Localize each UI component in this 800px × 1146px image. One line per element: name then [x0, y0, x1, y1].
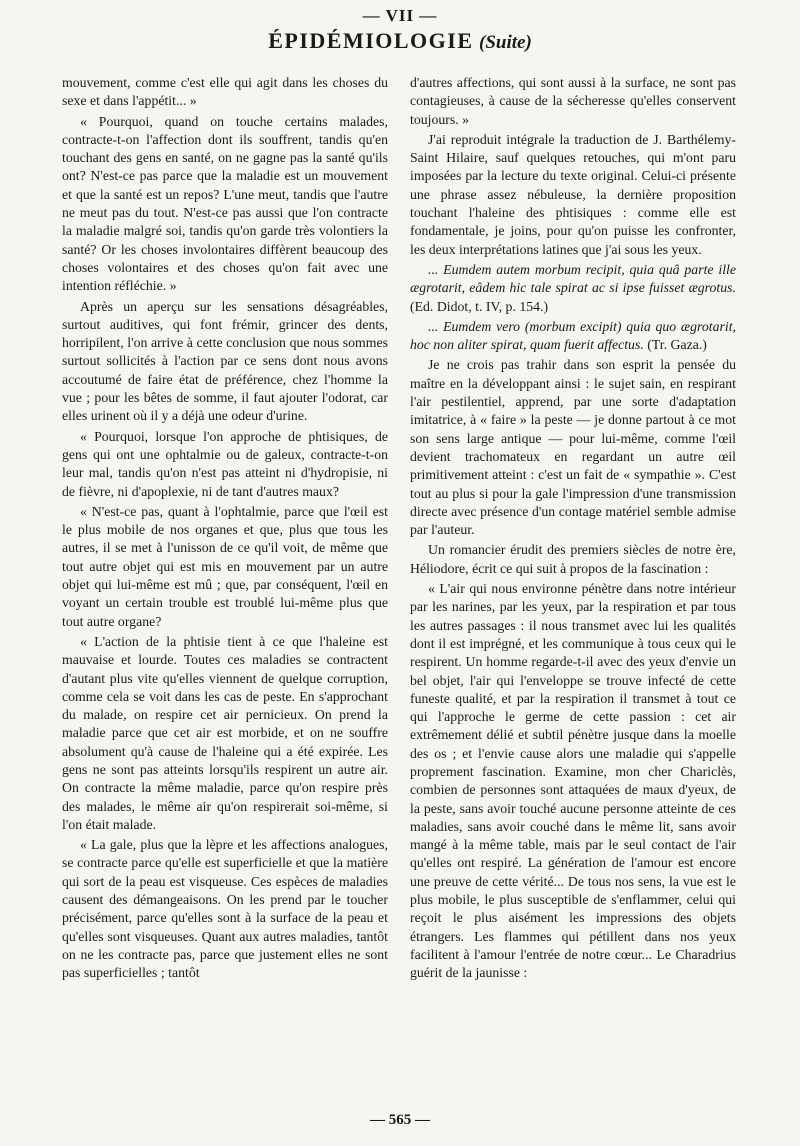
- latin-quotation: [410, 318, 736, 355]
- latin-text: quia quo ægrotarit, hoc non aliter spirat, quam fuerit affectus.: [410, 318, 736, 353]
- section-title: ÉPIDÉMIOLOGIE: [268, 28, 474, 53]
- paragraph: Je ne crois pas trahir dans son esprit la pensée du maître en la développant ainsi : le sujet sain, en respirant l'air pestilentiel, apprend, par une sorte d'adaptation imitatrice, à « faire » la peste — je donne partout à ce mot son sens large antique — pour lui-même, comme l'œil devient trachomateux en regardant un autre œil primitivement atteint : c'est un fait de « sympathie ». C'est tout au plus si pour la gale l'impression d'une transmission directe avec présence d'un contage matériel semble admise par l'auteur.: [410, 357, 736, 538]
- running-title: [0, 28, 800, 56]
- paragraph: « L'action de la phtisie tient à ce que l'haleine est mauvaise et lourde. Toutes ces maladies se contractent d'autant plus vite qu'elles viennent de quelque corruption, comme cela se voit dans les cas de peste. En s'approchant du malade, on respire cet air pernicieux. On prend la maladie parce que cet air est morbide, et on ne souffre absolument qu'à cause de l'haleine qui a été expirée. Les gens ne sont pas atteints lorsqu'ils respirent un autre air. On contracte la même maladie, parce qu'on respire près des malades, le même air qu'on respirerait soi-même, si l'on était malade.: [62, 633, 388, 832]
- paragraph: « Pourquoi, quand on touche certains malades, contracte-t-on l'affection dont ils souffrent, tandis qu'en touchant des gens en santé, on ne gagne pas la santé qu'ils ont? N'est-ce pas parce que la maladie est un mouvement et que la santé est un repos? L'une meut, tandis que l'autre ne meut pas du tout. N'est-ce pas aussi que l'on contracte la maladie malgré soi, tandis qu'on garde très volontiers la santé? Or les choses involontaires diffèrent beaucoup des choses volontaires et des choses qu'on fait avec une intention réfléchie. »: [62, 113, 388, 294]
- paragraph: « La gale, plus que la lèpre et les affections analogues, se contracte parce qu'elle est superficielle et que la matière qui sort de la peau est visqueuse. Ces espèces de maladies causent des démangeaisons. On les prend par le toucher précisément, parce qu'elles sont à la surface de la peau et qu'elles sont visqueuses. Quant aux autres maladies, tantôt on ne les contracte pas, parce que justement elles ne sont pas superficielles ; tantôt: [62, 837, 388, 981]
- roman-folio: — VII —: [362, 6, 438, 25]
- text-columns: [62, 74, 736, 1104]
- right-column: [410, 74, 736, 1104]
- latin-text: (morbum excipit): [520, 318, 627, 334]
- left-column: [62, 74, 388, 1104]
- citation: (Tr. Gaza.): [643, 337, 707, 353]
- paragraph: Un romancier érudit des premiers siècles de notre ère, Héliodore, écrit ce qui suit à propos de la fascination :: [410, 542, 736, 576]
- latin-quotation: [410, 261, 736, 316]
- paragraph: Après un aperçu sur les sensations désagréables, surtout auditives, qui font frémir, grincer des dents, horripilent, l'on arrive à cette conclusion que nous sommes surtout sollicités à l'action par ce sens dont nous avons accoutumé de faire état de préférence, chez l'homme la vue ; pour les bêtes de somme, il faut ajouter l'odorat, car elles urinent où il y a déjà une odeur d'urine.: [62, 298, 388, 424]
- latin-text: ... Eumdem vero: [428, 318, 521, 334]
- paragraph: d'autres affections, qui sont aussi à la surface, ne sont pas contagieuses, à cause de la sécheresse qu'elles conservent toujours. »: [410, 75, 736, 127]
- paragraph: mouvement, comme c'est elle qui agit dans les choses du sexe et dans l'appétit... »: [62, 75, 388, 109]
- paragraph: « L'air qui nous environne pénètre dans notre intérieur par les narines, par les yeux, par la respiration et par tous les autres passages : il nous transmet avec lui les qualités dont il est imprégné, et les communique à tous ceux qui le respirent. Un homme regarde-t-il avec des yeux d'envie un bel objet, l'air qui l'enveloppe se trouve infecté de cette funeste qualité, et par la respiration il transmet à tout ce qui l'approche le germe de cette passion : cet air extrêmement délié et subtil pénètre jusque dans la moelle des os ; et l'envie cause alors une maladie qui s'appelle proprement fascination. Examine, mon cher Chariclès, combien de personnes sont attaquées de maux d'yeux, de la peste, sans avoir touché aucune personne atteinte de ces maladies, sans avoir couché dans le même lit, sans avoir mangé à la même table, mais par le seul contact de l'air qu'elles ont respiré. La génération de l'amour est encore une preuve de cette vérité... De tous nos sens, la vue est le plus mobile, le plus susceptible de s'enflammer, celui qui reçoit le plus aisément les impressions des objets étrangers. Les flammes qui pétillent dans nos yeux facilitent à l'amour l'entrée de notre cœur... Le Charadrius guérit de la jaunisse :: [410, 581, 736, 981]
- latin-text: ... Eumdem autem morbum recipit, quia quâ parte ille ægrotarit, eâdem hic tale spirat ac si ipse fuisset ægrotus.: [410, 261, 736, 296]
- paragraph: « N'est-ce pas, quant à l'ophtalmie, parce que l'œil est le plus mobile de nos organes et que, plus que tous les autres, il se met à l'unisson de ce qu'il voit, de même que tout autre objet qui est mis en mouvement par un autre objet qui lui-même est mû ; que, par conséquent, l'œil en voyant un certain trouble est troublé lui-même plus que tout autre organe?: [62, 503, 388, 629]
- page-number: — 565 —: [370, 1112, 430, 1128]
- paragraph: J'ai reproduit intégrale la traduction de J. Barthélemy-Saint Hilaire, sauf quelques retouches, qui m'ont paru imposées par la lecture du texte original. Celui-ci présente une phrase assez nébuleuse, la dernière proposition touchant l'haleine des phtisiques : comme elle est fondamentale, je joins, pour qu'on puisse les confronter, les deux interprétations latines que j'ai sous les yeux.: [410, 131, 736, 257]
- section-continued-label: (Suite): [479, 32, 532, 53]
- paragraph: « Pourquoi, lorsque l'on approche de phtisiques, de gens qui ont une ophtalmie ou de galeux, contracte-t-on leur mal, tandis qu'on n'est pas atteint ni d'hydropisie, ni de fièvre, ni d'apoplexie, ni de tant d'autres maux?: [62, 428, 388, 499]
- page-header: [0, 6, 800, 56]
- citation: (Ed. Didot, t. IV, p. 154.): [410, 298, 549, 314]
